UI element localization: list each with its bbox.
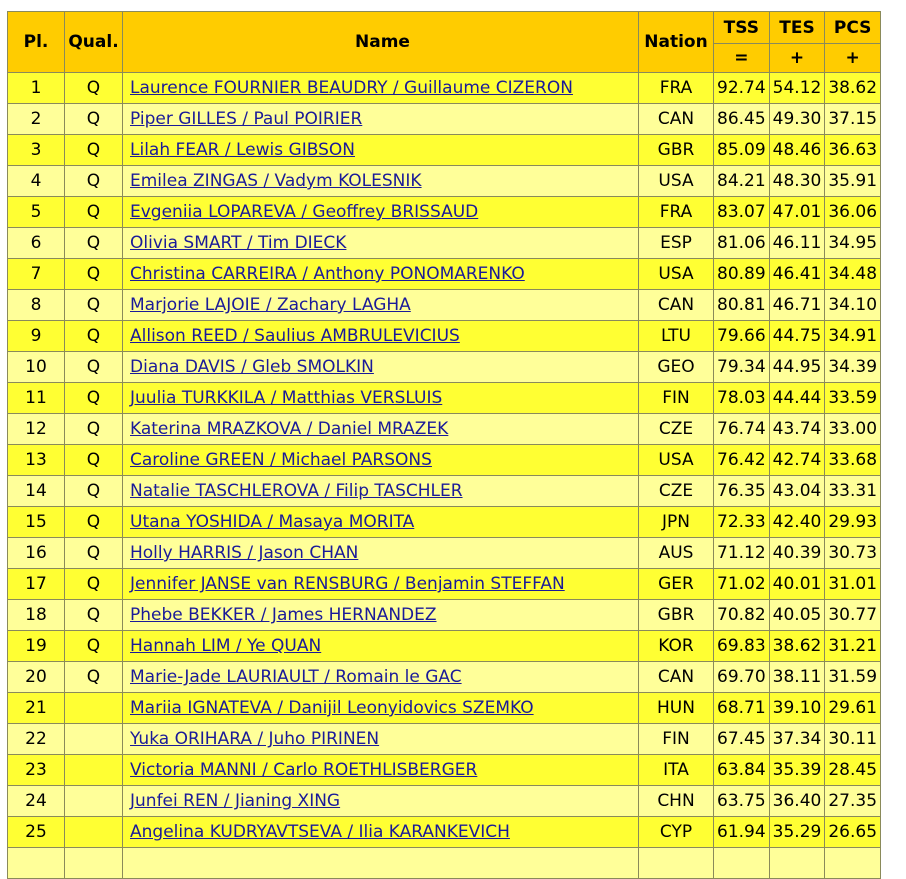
nation-cell: HUN bbox=[639, 693, 714, 724]
tes-cell: 38.62 bbox=[769, 631, 825, 662]
header-pcs[interactable]: PCS bbox=[825, 12, 881, 44]
qual-cell bbox=[65, 693, 123, 724]
tss-cell: 80.81 bbox=[714, 290, 770, 321]
table-row bbox=[8, 73, 881, 104]
pcs-cell: 30.73 bbox=[825, 538, 881, 569]
header-tes-sub: + bbox=[769, 44, 825, 73]
nation-cell: USA bbox=[639, 445, 714, 476]
table-row bbox=[8, 569, 881, 600]
name-cell bbox=[123, 662, 639, 693]
qual-cell: Q bbox=[65, 228, 123, 259]
tss-cell: 86.45 bbox=[714, 104, 770, 135]
tes-cell: 40.05 bbox=[769, 600, 825, 631]
tss-cell: 68.71 bbox=[714, 693, 770, 724]
skater-link[interactable]: Utana YOSHIDA / Masaya MORITA bbox=[130, 512, 415, 532]
name-cell bbox=[123, 600, 639, 631]
skater-link[interactable]: Mariia IGNATEVA / Danijil Leonyidovics SZEMKO bbox=[130, 698, 534, 718]
place-cell: 10 bbox=[8, 352, 65, 383]
name-cell bbox=[123, 476, 639, 507]
name-cell bbox=[123, 631, 639, 662]
tes-cell: 46.41 bbox=[769, 259, 825, 290]
pcs-cell: 38.62 bbox=[825, 73, 881, 104]
name-cell bbox=[123, 383, 639, 414]
qual-cell bbox=[65, 724, 123, 755]
table-row bbox=[8, 352, 881, 383]
qual-cell: Q bbox=[65, 662, 123, 693]
place-cell: 1 bbox=[8, 73, 65, 104]
pcs-cell: 31.01 bbox=[825, 569, 881, 600]
nation-cell: CAN bbox=[639, 662, 714, 693]
tes-cell: 35.39 bbox=[769, 755, 825, 786]
nation-cell: ITA bbox=[639, 755, 714, 786]
table-row bbox=[8, 507, 881, 538]
header-tss-sub: = bbox=[714, 44, 770, 73]
place-cell: 16 bbox=[8, 538, 65, 569]
place-cell: 15 bbox=[8, 507, 65, 538]
table-row bbox=[8, 445, 881, 476]
tes-cell: 46.71 bbox=[769, 290, 825, 321]
qual-cell: Q bbox=[65, 166, 123, 197]
skater-link[interactable]: Yuka ORIHARA / Juho PIRINEN bbox=[130, 729, 380, 749]
nation-cell: GBR bbox=[639, 135, 714, 166]
skater-link[interactable]: Evgeniia LOPAREVA / Geoffrey BRISSAUD bbox=[130, 202, 479, 222]
skater-link[interactable]: Victoria MANNI / Carlo ROETHLISBERGER bbox=[130, 760, 478, 780]
tss-cell: 80.89 bbox=[714, 259, 770, 290]
tss-cell: 81.06 bbox=[714, 228, 770, 259]
skater-link[interactable]: Natalie TASCHLEROVA / Filip TASCHLER bbox=[130, 481, 463, 501]
header-tes[interactable]: TES bbox=[769, 12, 825, 44]
name-cell bbox=[123, 693, 639, 724]
pcs-cell: 36.63 bbox=[825, 135, 881, 166]
qual-cell: Q bbox=[65, 507, 123, 538]
place-cell bbox=[8, 848, 65, 879]
results-table-header bbox=[8, 12, 881, 73]
tss-cell: 76.35 bbox=[714, 476, 770, 507]
qual-cell: Q bbox=[65, 383, 123, 414]
place-cell: 22 bbox=[8, 724, 65, 755]
skater-link[interactable]: Juulia TURKKILA / Matthias VERSLUIS bbox=[130, 388, 443, 408]
place-cell: 13 bbox=[8, 445, 65, 476]
qual-cell: Q bbox=[65, 600, 123, 631]
qual-cell bbox=[65, 786, 123, 817]
pcs-cell: 34.95 bbox=[825, 228, 881, 259]
tss-cell: 63.84 bbox=[714, 755, 770, 786]
nation-cell: FIN bbox=[639, 724, 714, 755]
results-table-body bbox=[8, 73, 881, 879]
name-cell bbox=[123, 786, 639, 817]
skater-link[interactable]: Holly HARRIS / Jason CHAN bbox=[130, 543, 359, 563]
pcs-cell: 31.59 bbox=[825, 662, 881, 693]
pcs-cell: 31.21 bbox=[825, 631, 881, 662]
header-nation[interactable]: Nation bbox=[639, 12, 714, 73]
tss-cell: 79.34 bbox=[714, 352, 770, 383]
qual-cell: Q bbox=[65, 476, 123, 507]
tes-cell: 46.11 bbox=[769, 228, 825, 259]
header-row bbox=[8, 12, 881, 44]
name-cell bbox=[123, 135, 639, 166]
qual-cell: Q bbox=[65, 414, 123, 445]
name-cell bbox=[123, 507, 639, 538]
nation-cell: CAN bbox=[639, 104, 714, 135]
qual-cell: Q bbox=[65, 321, 123, 352]
tss-cell: 85.09 bbox=[714, 135, 770, 166]
place-cell: 19 bbox=[8, 631, 65, 662]
table-row bbox=[8, 631, 881, 662]
table-row bbox=[8, 693, 881, 724]
name-cell bbox=[123, 817, 639, 848]
name-cell bbox=[123, 104, 639, 135]
tes-cell: 47.01 bbox=[769, 197, 825, 228]
pcs-cell: 33.59 bbox=[825, 383, 881, 414]
place-cell: 2 bbox=[8, 104, 65, 135]
tes-cell: 43.74 bbox=[769, 414, 825, 445]
nation-cell: KOR bbox=[639, 631, 714, 662]
header-qual[interactable]: Qual. bbox=[65, 12, 123, 73]
name-cell bbox=[123, 259, 639, 290]
tes-cell: 40.01 bbox=[769, 569, 825, 600]
table-row bbox=[8, 383, 881, 414]
tss-cell: 71.02 bbox=[714, 569, 770, 600]
place-cell: 5 bbox=[8, 197, 65, 228]
pcs-cell: 33.00 bbox=[825, 414, 881, 445]
qual-cell bbox=[65, 755, 123, 786]
qual-cell: Q bbox=[65, 538, 123, 569]
tes-cell: 49.30 bbox=[769, 104, 825, 135]
table-row bbox=[8, 817, 881, 848]
name-cell bbox=[123, 352, 639, 383]
qual-cell: Q bbox=[65, 290, 123, 321]
table-row bbox=[8, 414, 881, 445]
skater-link[interactable]: Jennifer JANSE van RENSBURG / Benjamin STEFFAN bbox=[130, 574, 565, 594]
place-cell: 21 bbox=[8, 693, 65, 724]
tss-cell: 61.94 bbox=[714, 817, 770, 848]
tss-cell: 83.07 bbox=[714, 197, 770, 228]
place-cell: 18 bbox=[8, 600, 65, 631]
nation-cell: GER bbox=[639, 569, 714, 600]
skater-link[interactable]: Junfei REN / Jianing XING bbox=[130, 791, 341, 811]
tes-cell: 42.74 bbox=[769, 445, 825, 476]
qual-cell: Q bbox=[65, 259, 123, 290]
qual-cell bbox=[65, 817, 123, 848]
tes-cell: 44.75 bbox=[769, 321, 825, 352]
tes-cell: 36.40 bbox=[769, 786, 825, 817]
name-cell bbox=[123, 538, 639, 569]
nation-cell: FRA bbox=[639, 73, 714, 104]
nation-cell: AUS bbox=[639, 538, 714, 569]
place-cell: 7 bbox=[8, 259, 65, 290]
skater-link[interactable]: Allison REED / Saulius AMBRULEVICIUS bbox=[130, 326, 460, 346]
tes-cell: 44.95 bbox=[769, 352, 825, 383]
tss-cell: 78.03 bbox=[714, 383, 770, 414]
place-cell: 11 bbox=[8, 383, 65, 414]
pcs-cell: 37.15 bbox=[825, 104, 881, 135]
place-cell: 17 bbox=[8, 569, 65, 600]
skater-link[interactable]: Christina CARREIRA / Anthony PONOMARENKO bbox=[130, 264, 525, 284]
name-cell bbox=[123, 73, 639, 104]
nation-cell: FRA bbox=[639, 197, 714, 228]
pcs-cell: 29.93 bbox=[825, 507, 881, 538]
tes-cell: 42.40 bbox=[769, 507, 825, 538]
tes-cell: 39.10 bbox=[769, 693, 825, 724]
nation-cell: CYP bbox=[639, 817, 714, 848]
skater-link[interactable]: Laurence FOURNIER BEAUDRY / Guillaume CIZERON bbox=[130, 78, 573, 98]
qual-cell: Q bbox=[65, 135, 123, 166]
tss-cell: 92.74 bbox=[714, 73, 770, 104]
tes-cell bbox=[769, 848, 825, 879]
tes-cell: 35.29 bbox=[769, 817, 825, 848]
tss-cell: 69.70 bbox=[714, 662, 770, 693]
nation-cell: CZE bbox=[639, 414, 714, 445]
header-place[interactable]: Pl. bbox=[8, 12, 65, 73]
name-cell bbox=[123, 445, 639, 476]
nation-cell: CHN bbox=[639, 786, 714, 817]
table-row bbox=[8, 321, 881, 352]
place-cell: 25 bbox=[8, 817, 65, 848]
tes-cell: 54.12 bbox=[769, 73, 825, 104]
tss-cell: 72.33 bbox=[714, 507, 770, 538]
skater-link[interactable]: Marjorie LAJOIE / Zachary LAGHA bbox=[130, 295, 411, 315]
tes-cell: 48.30 bbox=[769, 166, 825, 197]
tes-cell: 40.39 bbox=[769, 538, 825, 569]
table-row bbox=[8, 259, 881, 290]
place-cell: 3 bbox=[8, 135, 65, 166]
tss-cell: 76.42 bbox=[714, 445, 770, 476]
table-row bbox=[8, 662, 881, 693]
place-cell: 8 bbox=[8, 290, 65, 321]
nation-cell: USA bbox=[639, 166, 714, 197]
skater-link[interactable]: Diana DAVIS / Gleb SMOLKIN bbox=[130, 357, 374, 377]
tss-cell: 84.21 bbox=[714, 166, 770, 197]
tes-cell: 43.04 bbox=[769, 476, 825, 507]
header-name[interactable]: Name bbox=[123, 12, 639, 73]
pcs-cell: 34.10 bbox=[825, 290, 881, 321]
name-cell bbox=[123, 228, 639, 259]
skater-link[interactable]: Olivia SMART / Tim DIECK bbox=[130, 233, 347, 253]
skater-link[interactable]: Hannah LIM / Ye QUAN bbox=[130, 636, 322, 656]
table-row bbox=[8, 290, 881, 321]
table-row bbox=[8, 197, 881, 228]
name-cell bbox=[123, 321, 639, 352]
pcs-cell: 29.61 bbox=[825, 693, 881, 724]
qual-cell: Q bbox=[65, 197, 123, 228]
pcs-cell: 33.68 bbox=[825, 445, 881, 476]
pcs-cell: 34.39 bbox=[825, 352, 881, 383]
qual-cell bbox=[65, 848, 123, 879]
pcs-cell: 28.45 bbox=[825, 755, 881, 786]
place-cell: 6 bbox=[8, 228, 65, 259]
name-cell bbox=[123, 166, 639, 197]
nation-cell bbox=[639, 848, 714, 879]
name-cell bbox=[123, 724, 639, 755]
tes-cell: 44.44 bbox=[769, 383, 825, 414]
nation-cell: GEO bbox=[639, 352, 714, 383]
table-row bbox=[8, 848, 881, 879]
header-pcs-sub: + bbox=[825, 44, 881, 73]
name-cell bbox=[123, 290, 639, 321]
pcs-cell: 34.91 bbox=[825, 321, 881, 352]
table-row bbox=[8, 538, 881, 569]
skater-link[interactable]: Lilah FEAR / Lewis GIBSON bbox=[130, 140, 355, 160]
tes-cell: 37.34 bbox=[769, 724, 825, 755]
table-row bbox=[8, 755, 881, 786]
results-table bbox=[7, 11, 881, 879]
tss-cell: 63.75 bbox=[714, 786, 770, 817]
qual-cell: Q bbox=[65, 445, 123, 476]
table-row bbox=[8, 135, 881, 166]
qual-cell: Q bbox=[65, 73, 123, 104]
skater-link[interactable]: Angelina KUDRYAVTSEVA / Ilia KARANKEVICH bbox=[130, 822, 510, 842]
skater-link[interactable]: Phebe BEKKER / James HERNANDEZ bbox=[130, 605, 437, 625]
place-cell: 23 bbox=[8, 755, 65, 786]
tes-cell: 38.11 bbox=[769, 662, 825, 693]
place-cell: 24 bbox=[8, 786, 65, 817]
table-row bbox=[8, 104, 881, 135]
header-tss[interactable]: TSS bbox=[714, 12, 770, 44]
skater-link[interactable]: Emilea ZINGAS / Vadym KOLESNIK bbox=[130, 171, 422, 191]
pcs-cell: 27.35 bbox=[825, 786, 881, 817]
pcs-cell: 34.48 bbox=[825, 259, 881, 290]
name-cell bbox=[123, 197, 639, 228]
table-row bbox=[8, 166, 881, 197]
table-row bbox=[8, 724, 881, 755]
nation-cell: JPN bbox=[639, 507, 714, 538]
table-row bbox=[8, 600, 881, 631]
tss-cell: 71.12 bbox=[714, 538, 770, 569]
nation-cell: CAN bbox=[639, 290, 714, 321]
nation-cell: ESP bbox=[639, 228, 714, 259]
place-cell: 4 bbox=[8, 166, 65, 197]
place-cell: 12 bbox=[8, 414, 65, 445]
name-cell bbox=[123, 848, 639, 879]
tes-cell: 48.46 bbox=[769, 135, 825, 166]
skater-link[interactable]: Marie-Jade LAURIAULT / Romain le GAC bbox=[130, 667, 462, 687]
nation-cell: FIN bbox=[639, 383, 714, 414]
nation-cell: USA bbox=[639, 259, 714, 290]
pcs-cell: 30.11 bbox=[825, 724, 881, 755]
table-row bbox=[8, 476, 881, 507]
tss-cell: 79.66 bbox=[714, 321, 770, 352]
name-cell bbox=[123, 569, 639, 600]
pcs-cell: 35.91 bbox=[825, 166, 881, 197]
pcs-cell: 36.06 bbox=[825, 197, 881, 228]
skater-link[interactable]: Caroline GREEN / Michael PARSONS bbox=[130, 450, 432, 470]
pcs-cell: 26.65 bbox=[825, 817, 881, 848]
qual-cell: Q bbox=[65, 631, 123, 662]
tss-cell bbox=[714, 848, 770, 879]
skater-link[interactable]: Katerina MRAZKOVA / Daniel MRAZEK bbox=[130, 419, 449, 439]
qual-cell: Q bbox=[65, 352, 123, 383]
qual-cell: Q bbox=[65, 569, 123, 600]
name-cell bbox=[123, 414, 639, 445]
nation-cell: CZE bbox=[639, 476, 714, 507]
place-cell: 9 bbox=[8, 321, 65, 352]
skater-link[interactable]: Piper GILLES / Paul POIRIER bbox=[130, 109, 363, 129]
name-cell bbox=[123, 755, 639, 786]
tss-cell: 69.83 bbox=[714, 631, 770, 662]
table-row bbox=[8, 786, 881, 817]
pcs-cell bbox=[825, 848, 881, 879]
tss-cell: 67.45 bbox=[714, 724, 770, 755]
tss-cell: 76.74 bbox=[714, 414, 770, 445]
nation-cell: LTU bbox=[639, 321, 714, 352]
place-cell: 14 bbox=[8, 476, 65, 507]
table-row bbox=[8, 228, 881, 259]
tss-cell: 70.82 bbox=[714, 600, 770, 631]
nation-cell: GBR bbox=[639, 600, 714, 631]
pcs-cell: 33.31 bbox=[825, 476, 881, 507]
pcs-cell: 30.77 bbox=[825, 600, 881, 631]
place-cell: 20 bbox=[8, 662, 65, 693]
qual-cell: Q bbox=[65, 104, 123, 135]
